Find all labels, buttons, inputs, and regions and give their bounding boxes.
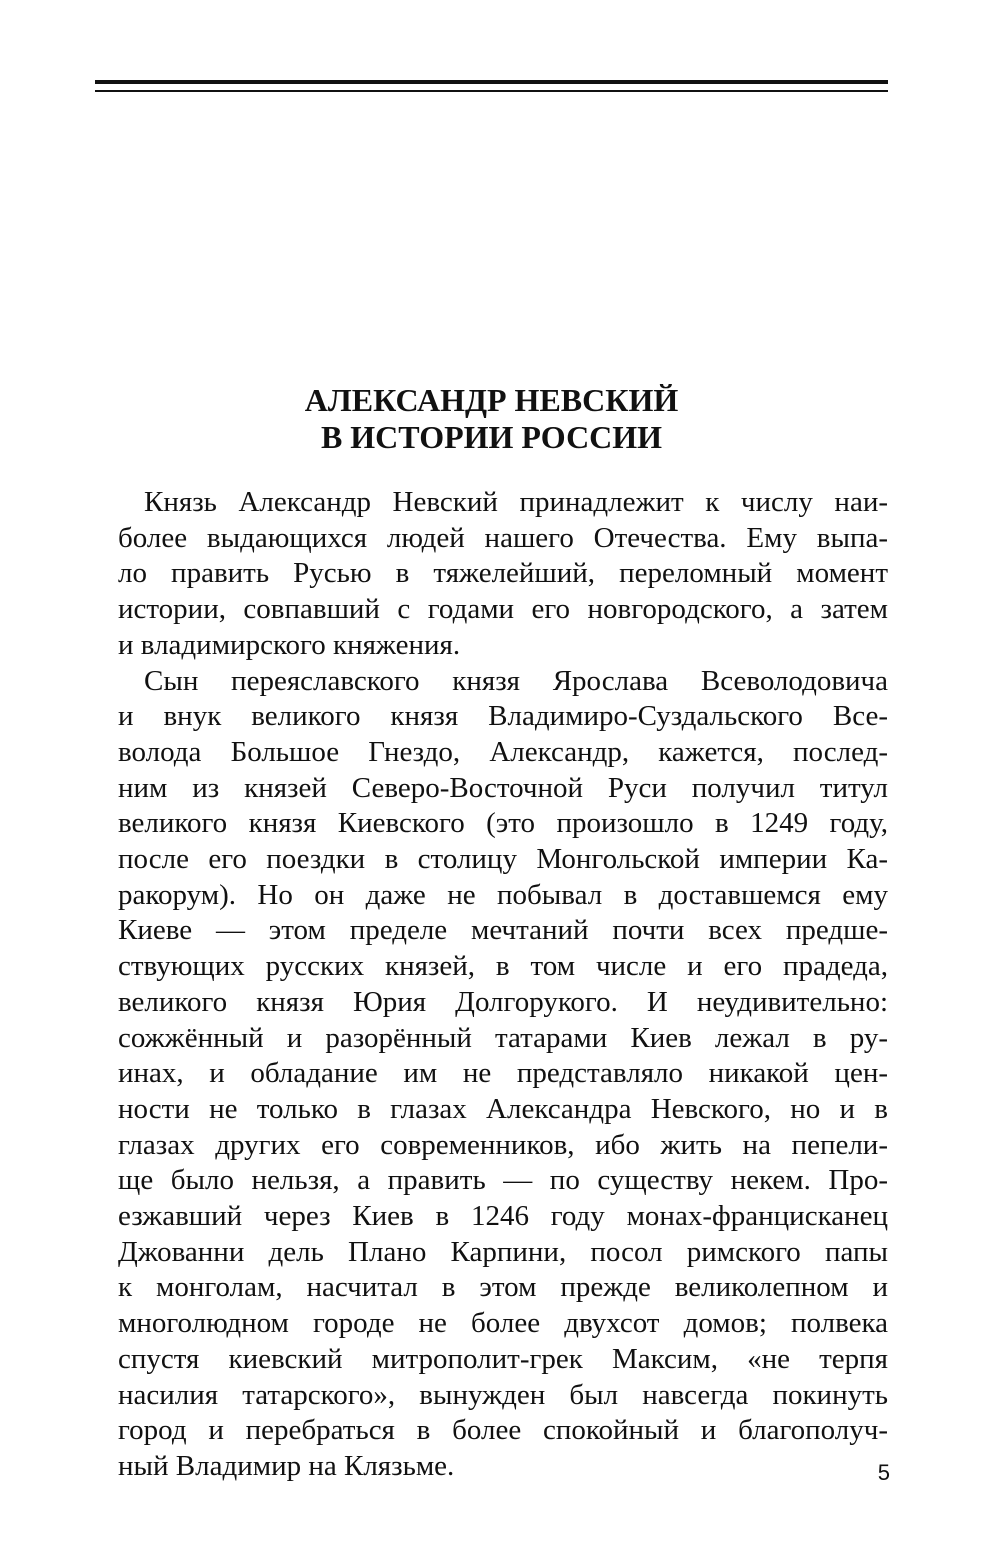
text-line: ствующих русских князей, в том числе и его прадеда, [118, 950, 888, 983]
page-number: 5 [877, 1460, 890, 1485]
header-rule-thin [95, 90, 888, 92]
paragraph-2 [118, 664, 888, 1485]
text-line: ло править Русью в тяжелейший, переломный момент [118, 557, 888, 590]
text-line: инах, и обладание им не представляло никакой цен- [118, 1057, 888, 1090]
text-line: и внук великого князя Владимиро-Суздальского Все- [118, 700, 888, 733]
text-line: Князь Александр Невский принадлежит к числу наи- [144, 486, 888, 518]
text-line: истории, совпавший с годами его новгородского, а затем [118, 593, 888, 626]
text-line: ный Владимир на Клязьме. [118, 1449, 455, 1482]
text-line: многолюдном городе не более двухсот домов; полвека [118, 1307, 888, 1340]
text-line: к монголам, насчитал в этом прежде великолепном и [118, 1271, 888, 1304]
text-line: великого князя Юрия Долгорукого. И неудивительно: [118, 985, 888, 1018]
chapter-title-line-2: В ИСТОРИИ РОССИИ [320, 419, 663, 455]
text-line: более выдающихся людей нашего Отечества. Ему выпа- [118, 521, 888, 554]
text-line: сожжённый и разорённый татарами Киев лежал в ру- [118, 1021, 888, 1054]
chapter-title [95, 382, 888, 456]
text-line: ще было нельзя, а править — по существу некем. Про- [118, 1164, 888, 1197]
text-line: езжавший через Киев в 1246 году монах-францисканец [118, 1200, 888, 1233]
text-line: великого князя Киевского (это произошло в 1249 году, [118, 807, 888, 840]
text-line: город и перебраться в более спокойный и благополуч- [118, 1414, 888, 1447]
text-line: ракорум). Но он даже не побывал в доставшемся ему [118, 878, 888, 911]
text-line: насилия татарского», вынужден был навсегда покинуть [118, 1378, 888, 1411]
text-line: ности не только в глазах Александра Невского, но и в [118, 1092, 888, 1125]
header-rule-thick [95, 80, 888, 84]
text-line: после его поездки в столицу Монгольской империи Ка- [118, 843, 888, 876]
text-line: спустя киевский митрополит-грек Максим, «не терпя [118, 1342, 888, 1375]
text-line: и владимирского княжения. [118, 628, 461, 661]
text-line: ним из князей Северо-Восточной Руси получил титул [118, 771, 888, 804]
chapter-title-line-1: АЛЕКСАНДР НЕВСКИЙ [304, 382, 679, 418]
paragraph-1 [118, 485, 888, 664]
text-line: Киеве — этом пределе мечтаний почти всех предше- [118, 914, 888, 947]
text-line: глазах других его современников, ибо жить на пепели- [118, 1128, 888, 1161]
body-text [118, 485, 888, 1485]
text-line: Сын переяславского князя Ярослава Всеволодовича [144, 664, 888, 697]
text-line: волода Большое Гнездо, Александр, кажется, послед- [118, 735, 888, 768]
text-line: Джованни дель Плано Карпини, посол римского папы [118, 1235, 888, 1268]
